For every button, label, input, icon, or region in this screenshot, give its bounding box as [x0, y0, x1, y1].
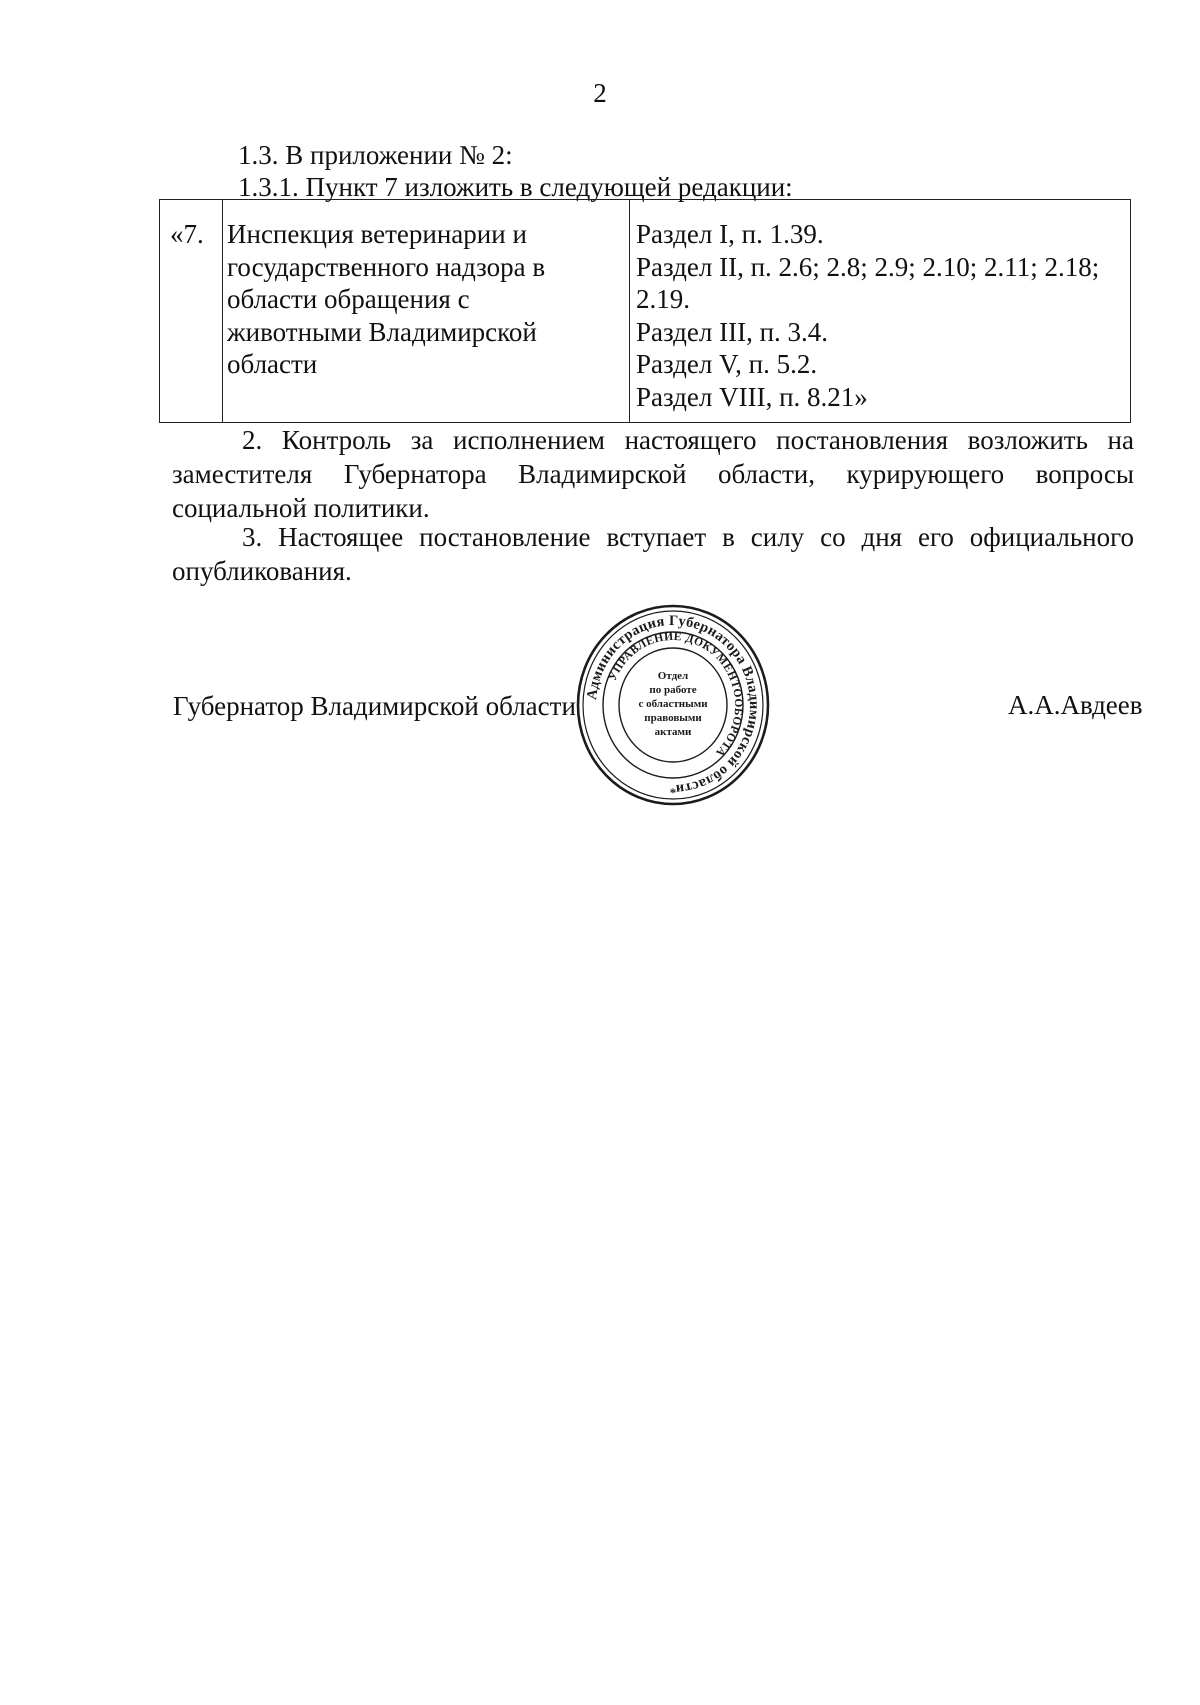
seal-center-line: правовыми: [644, 712, 702, 724]
row-number: «7.: [170, 219, 204, 249]
seal-outer-text: Администрация Губернатора Владимирской области: [584, 612, 763, 798]
seal-star-icon: *: [669, 785, 677, 800]
section-line: Раздел III, п. 3.4.: [636, 316, 829, 347]
organization-line: области обращения с: [227, 284, 470, 314]
paragraph-2-text: 2. Контроль за исполнением настоящего постановления возложить на заместителя Губернатора Владимирской области, курирующего вопросы социальной политики.: [172, 425, 1134, 523]
seal-center-line: актами: [654, 726, 692, 738]
section-line: Раздел II, п. 2.6; 2.8; 2.9; 2.10; 2.11; 2.18;: [636, 251, 1100, 282]
section-line: 2.19.: [636, 284, 690, 314]
item-1-3-1: 1.3.1. Пункт 7 изложить в следующей редакции:: [238, 172, 793, 202]
paragraph-2: [172, 423, 1134, 525]
row-number-cell: [160, 200, 223, 423]
organization-line: области: [227, 349, 318, 379]
amendment-table: [159, 199, 1131, 423]
section-line: Раздел I, п. 1.39.: [636, 219, 824, 249]
section-line: Раздел V, п. 5.2.: [636, 349, 818, 379]
item-1-3: 1.3. В приложении № 2:: [238, 140, 513, 170]
seal-center-line: Отдел: [657, 670, 689, 682]
organization-line: животными Владимирской: [227, 316, 537, 347]
paragraph-3: [172, 520, 1134, 588]
organization-line: Инспекция ветеринарии и: [227, 219, 527, 249]
organization-line: государственного надзора в: [227, 251, 546, 282]
official-seal: [576, 604, 770, 806]
sections-cell: [630, 200, 1131, 423]
organization-cell: [223, 200, 630, 423]
page-number: 2: [593, 78, 607, 108]
seal-inner-text: УПРАВЛЕНИЕ ДОКУМЕНТООБОРОТА: [606, 630, 745, 759]
table-row: [160, 200, 1131, 423]
paragraph-3-text: 3. Настоящее постановление вступает в силу со дня его официального опубликования.: [172, 522, 1134, 586]
section-line: Раздел VIII, п. 8.21»: [636, 381, 868, 412]
seal-center-line: по работе: [649, 684, 697, 696]
signer-name: А.А.Авдеев: [1008, 690, 1143, 720]
seal-center-line: с областными: [638, 698, 708, 710]
signer-title: Губернатор Владимирской области: [173, 691, 576, 721]
seal-graphic: [576, 604, 770, 806]
